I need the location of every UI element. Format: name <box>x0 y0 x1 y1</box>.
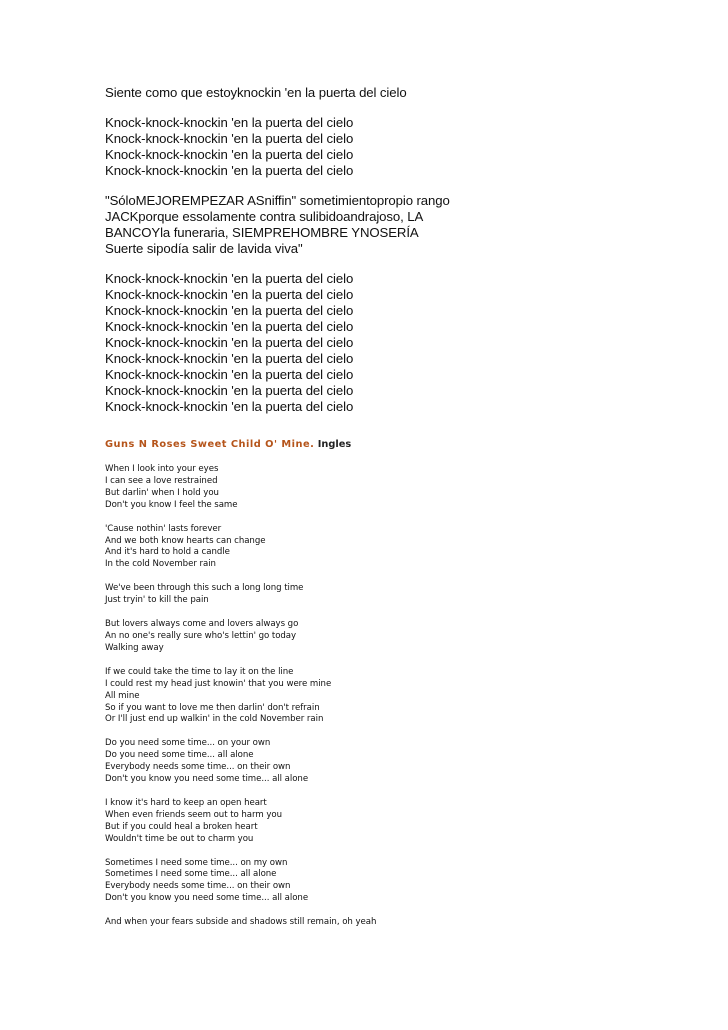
english-stanza <box>105 583 685 607</box>
lyric-line: I can see a love restrained <box>105 475 218 486</box>
english-stanza <box>105 524 685 572</box>
lyric-line: Knock-knock-knockin 'en la puerta del cielo <box>105 287 354 302</box>
lyric-line: Knock-knock-knockin 'en la puerta del cielo <box>105 303 354 318</box>
lyric-line: In the cold November rain <box>105 559 216 570</box>
english-stanza <box>105 917 685 929</box>
lyric-line: And we both know hearts can change <box>105 535 266 546</box>
lyric-line: "SóloMEJOREMPEZAR ASniffin" sometimientopropio rango <box>105 193 450 208</box>
lyric-line: Knock-knock-knockin 'en la puerta del cielo <box>105 319 354 334</box>
lyric-line: Knock-knock-knockin 'en la puerta del cielo <box>105 367 354 382</box>
english-stanza <box>105 738 685 786</box>
english-stanza <box>105 619 685 655</box>
song-language-label: Ingles <box>314 439 352 450</box>
english-lyrics <box>105 464 685 929</box>
lyric-line: Don't you know I feel the same <box>105 499 238 510</box>
spanish-stanza <box>105 85 685 101</box>
english-stanza <box>105 858 685 906</box>
lyric-line: Walking away <box>105 642 164 653</box>
spanish-stanza <box>105 115 685 179</box>
lyric-line: Or I'll just end up walkin' in the cold November rain <box>105 714 324 725</box>
lyric-line: Don't you know you need some time... all alone <box>105 774 309 785</box>
lyric-line: Do you need some time... on your own <box>105 738 271 749</box>
english-stanza <box>105 667 685 727</box>
lyric-line: Knock-knock-knockin 'en la puerta del cielo <box>105 335 354 350</box>
lyric-line: Suerte sipodía salir de lavida viva" <box>105 241 303 256</box>
lyric-line: Knock-knock-knockin 'en la puerta del cielo <box>105 399 354 414</box>
lyric-line: And when your fears subside and shadows still remain, oh yeah <box>105 917 377 928</box>
lyric-line: Everybody needs some time... on their own <box>105 881 291 892</box>
lyric-line: Do you need some time... all alone <box>105 750 254 761</box>
lyric-line: JACKporque essolamente contra sulibidoandrajoso, LA <box>105 209 424 224</box>
lyric-line: Knock-knock-knockin 'en la puerta del cielo <box>105 131 354 146</box>
lyric-line: Knock-knock-knockin 'en la puerta del cielo <box>105 115 354 130</box>
english-stanza <box>105 798 685 846</box>
lyric-line: Knock-knock-knockin 'en la puerta del cielo <box>105 383 354 398</box>
lyric-line: Knock-knock-knockin 'en la puerta del cielo <box>105 271 354 286</box>
lyric-line: So if you want to love me then darlin' don't refrain <box>105 702 320 713</box>
lyric-line: But lovers always come and lovers always go <box>105 619 299 630</box>
lyric-line: Sometimes I need some time... all alone <box>105 869 277 880</box>
lyric-line: Knock-knock-knockin 'en la puerta del cielo <box>105 351 354 366</box>
document-page <box>105 85 685 941</box>
spanish-lyrics <box>105 85 685 415</box>
lyric-line: All mine <box>105 690 140 701</box>
lyric-line: 'Cause nothin' lasts forever <box>105 523 222 534</box>
lyric-line: I know it's hard to keep an open heart <box>105 797 267 808</box>
lyric-line: I could rest my head just knowin' that you were mine <box>105 678 332 689</box>
english-stanza <box>105 464 685 512</box>
song-title <box>105 439 685 450</box>
lyric-line: Wouldn't time be out to charm you <box>105 833 254 844</box>
lyric-line: Everybody needs some time... on their own <box>105 762 291 773</box>
lyric-line: Siente como que estoyknockin 'en la puerta del cielo <box>105 85 407 100</box>
lyric-line: But if you could heal a broken heart <box>105 821 258 832</box>
lyric-line: If we could take the time to lay it on the line <box>105 666 294 677</box>
lyric-line: And it's hard to hold a candle <box>105 547 230 558</box>
lyric-line: When even friends seem out to harm you <box>105 809 282 820</box>
lyric-line: Just tryin' to kill the pain <box>105 595 209 606</box>
lyric-line: Knock-knock-knockin 'en la puerta del cielo <box>105 163 354 178</box>
song-title-text: Guns N Roses Sweet Child O' Mine. <box>105 439 315 450</box>
lyric-line: Sometimes I need some time... on my own <box>105 857 288 868</box>
lyric-line: BANCOYla funeraria, SIEMPREHOMBRE YNOSERÍA <box>105 225 419 240</box>
lyric-line: An no one's really sure who's lettin' go today <box>105 630 297 641</box>
spanish-stanza <box>105 193 685 257</box>
spanish-stanza <box>105 271 685 415</box>
lyric-line: Don't you know you need some time... all alone <box>105 893 309 904</box>
lyric-line: We've been through this such a long long time <box>105 583 304 594</box>
lyric-line: But darlin' when I hold you <box>105 487 219 498</box>
lyric-line: Knock-knock-knockin 'en la puerta del cielo <box>105 147 354 162</box>
lyric-line: When I look into your eyes <box>105 464 219 474</box>
